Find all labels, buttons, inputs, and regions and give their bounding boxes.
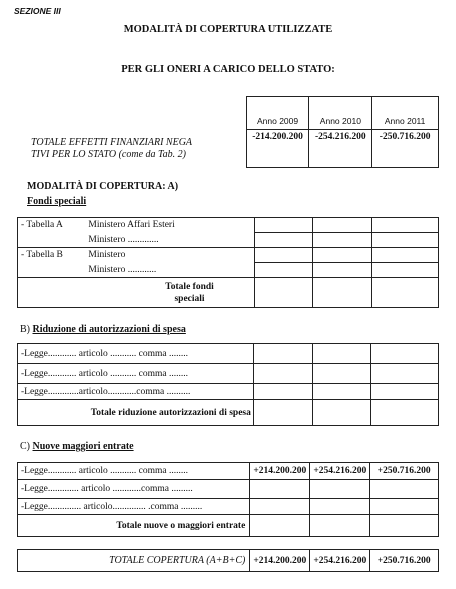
entrate-row-1-2011: +250.716.200 bbox=[370, 463, 439, 480]
totale-entrate-label: Totale nuove o maggiori entrate bbox=[18, 515, 250, 537]
cell bbox=[250, 515, 310, 537]
document-title: MODALITÀ DI COPERTURA UTILIZZATE bbox=[123, 24, 333, 35]
cell bbox=[371, 263, 438, 278]
cell bbox=[312, 384, 371, 400]
entrate-row-2: -Legge............. articolo ............comma ......... bbox=[18, 480, 250, 499]
cell bbox=[371, 233, 438, 248]
cell bbox=[255, 233, 313, 248]
document-subtitle: PER GLI ONERI A CARICO DELLO STATO: bbox=[121, 64, 335, 75]
totale-effetti-label bbox=[27, 130, 246, 168]
section-b-heading bbox=[20, 324, 186, 335]
cell bbox=[371, 384, 439, 400]
nuove-entrate-table bbox=[17, 462, 439, 537]
section-a-title: Fondi speciali bbox=[27, 196, 87, 207]
cell bbox=[253, 364, 312, 384]
cell bbox=[371, 218, 438, 233]
entrate-row-3-2011 bbox=[370, 499, 439, 515]
ministero-row-2: Ministero ............. bbox=[85, 233, 254, 248]
cell bbox=[312, 364, 371, 384]
tabella-b-blank bbox=[18, 263, 86, 278]
cell bbox=[310, 515, 370, 537]
cell bbox=[313, 263, 371, 278]
year-2009-header: Anno 2009 bbox=[246, 97, 309, 130]
totale-copertura-2009: +214.200.200 bbox=[250, 550, 310, 572]
cell bbox=[253, 344, 312, 364]
riduzione-row-1: -Legge............ articolo ........... comma ........ bbox=[18, 344, 254, 364]
totale-copertura-2011: +250.716.200 bbox=[370, 550, 439, 572]
cell bbox=[371, 278, 438, 308]
effetti-table bbox=[27, 96, 439, 168]
riduzione-row-2: -Legge............ articolo ........... comma ........ bbox=[18, 364, 254, 384]
riduzione-row-3: -Legge.............articolo............comma .......... bbox=[18, 384, 254, 400]
cell bbox=[255, 263, 313, 278]
cell bbox=[255, 278, 313, 308]
blank-header-cell bbox=[27, 97, 246, 130]
cell bbox=[312, 344, 371, 364]
modalita-label: MODALITÀ DI COPERTURA: A) bbox=[27, 181, 179, 192]
fondi-speciali-table bbox=[17, 217, 439, 308]
ministero-row-1: Ministero Affari Esteri bbox=[85, 218, 254, 233]
cell bbox=[371, 344, 439, 364]
cell bbox=[370, 515, 439, 537]
totale-effetti-line1: TOTALE EFFETTI FINANZIARI NEGA bbox=[31, 136, 193, 148]
totale-fondi-speciali-label bbox=[18, 278, 255, 308]
year-2011-header: Anno 2011 bbox=[372, 97, 439, 130]
totale-copertura-table bbox=[17, 549, 439, 572]
totale-effetti-2011: -250.716.200 bbox=[372, 130, 439, 168]
cell bbox=[371, 400, 439, 426]
section-c-heading bbox=[20, 441, 134, 452]
cell bbox=[255, 248, 313, 263]
cell bbox=[371, 248, 438, 263]
cell bbox=[371, 364, 439, 384]
cell bbox=[253, 384, 312, 400]
section-b-letter: B) bbox=[20, 324, 30, 335]
totale-riduzione-label: Totale riduzione autorizzazioni di spesa bbox=[18, 400, 254, 426]
entrate-row-1-2010: +254.216.200 bbox=[310, 463, 370, 480]
entrate-row-2-2010 bbox=[310, 480, 370, 499]
totale-copertura-2010: +254.216.200 bbox=[310, 550, 370, 572]
entrate-row-3: -Legge.............. articolo.............. .comma ......... bbox=[18, 499, 250, 515]
entrate-row-1: -Legge............ articolo ........... comma ........ bbox=[18, 463, 250, 480]
cell bbox=[253, 400, 312, 426]
ministero-row-3: Ministero bbox=[85, 248, 254, 263]
section-number: SEZIONE III bbox=[14, 6, 61, 16]
cell bbox=[312, 400, 371, 426]
cell bbox=[313, 218, 371, 233]
cell bbox=[313, 248, 371, 263]
section-c-letter: C) bbox=[20, 441, 30, 452]
cell bbox=[255, 218, 313, 233]
tabella-a-label: - Tabella A bbox=[18, 218, 86, 233]
cell bbox=[313, 278, 371, 308]
totale-fondi-line2: speciali bbox=[174, 293, 205, 304]
totale-copertura-label: TOTALE COPERTURA (A+B+C) bbox=[18, 550, 250, 572]
entrate-row-3-2009 bbox=[250, 499, 310, 515]
entrate-row-3-2010 bbox=[310, 499, 370, 515]
entrate-row-2-2009 bbox=[250, 480, 310, 499]
year-2010-header: Anno 2010 bbox=[309, 97, 372, 130]
section-c-title: Nuove maggiori entrate bbox=[32, 441, 134, 452]
ministero-row-4: Ministero ............ bbox=[85, 263, 254, 278]
entrate-row-1-2009: +214.200.200 bbox=[250, 463, 310, 480]
totale-fondi-line1: Totale fondi bbox=[165, 281, 214, 292]
totale-effetti-line2: TIVI PER LO STATO (come da Tab. 2) bbox=[31, 148, 186, 160]
tabella-a-blank bbox=[18, 233, 86, 248]
entrate-row-2-2011 bbox=[370, 480, 439, 499]
cell bbox=[313, 233, 371, 248]
section-b-title: Riduzione di autorizzazioni di spesa bbox=[32, 324, 186, 335]
riduzione-table bbox=[17, 343, 439, 426]
totale-effetti-2010: -254.216.200 bbox=[309, 130, 372, 168]
tabella-b-label: - Tabella B bbox=[18, 248, 86, 263]
totale-effetti-2009: -214.200.200 bbox=[246, 130, 309, 168]
